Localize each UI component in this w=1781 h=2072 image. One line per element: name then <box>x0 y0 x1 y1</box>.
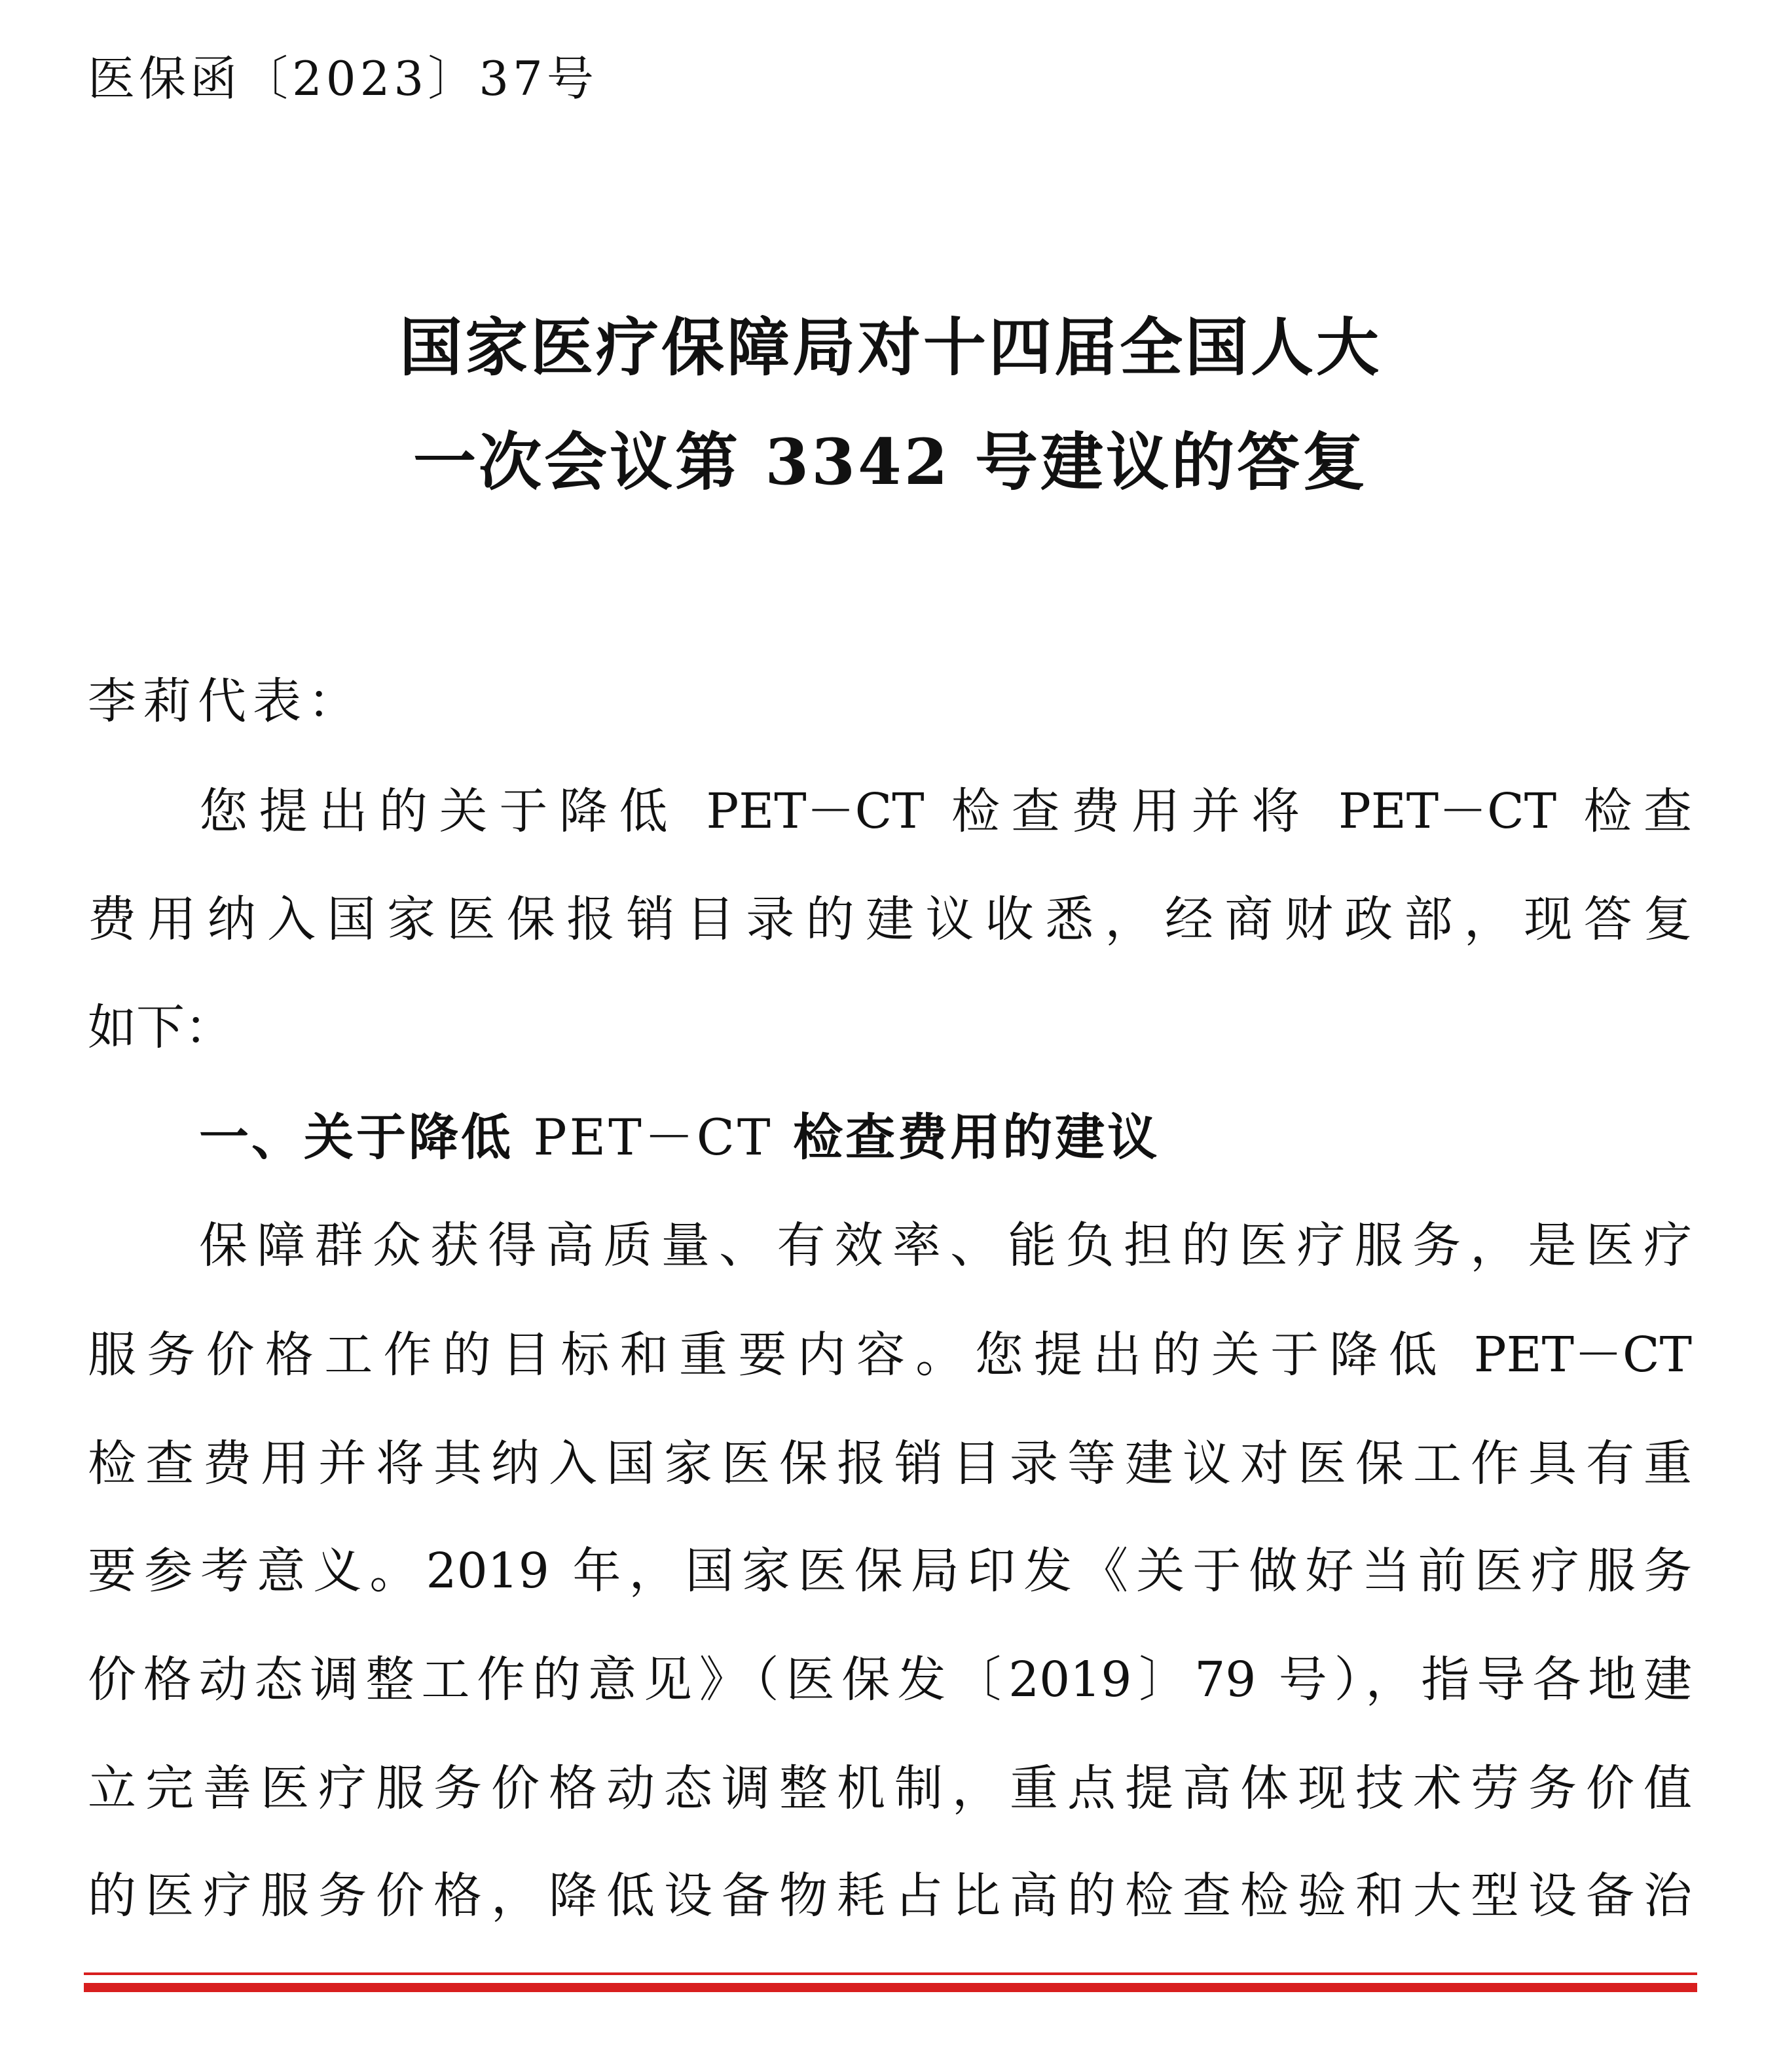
section-1-heading-suffix: 检查费用的建议 <box>773 1108 1160 1166</box>
document-number: 医保函〔2023〕37号 <box>88 51 598 106</box>
section-1-heading-prefix: 一、关于降低 <box>199 1108 534 1166</box>
paragraph-1-line-3: 如下： <box>88 999 233 1056</box>
paragraph-2-line-1: 保障群众获得高质量、有效率、能负担的医疗服务，是医疗 <box>199 1217 1692 1274</box>
paragraph-1-line-2: 费用纳入国家医保报销目录的建议收悉，经商财政部，现答复 <box>88 891 1692 948</box>
document-title-line-2: 一次会议第 3342 号建议的答复 <box>413 425 1368 499</box>
paragraph-2-line-3: 检查费用并将其纳入国家医保报销目录等建议对医保工作具有重 <box>88 1435 1692 1492</box>
footer-rule-thin <box>84 1972 1697 1975</box>
section-1-heading <box>199 1098 1160 1169</box>
paragraph-2-line-6: 立完善医疗服务价格动态调整机制，重点提高体现技术劳务价值 <box>88 1760 1692 1817</box>
section-1-heading-latin: PET－CT <box>533 1108 773 1166</box>
salutation: 李莉代表： <box>88 673 363 730</box>
paragraph-2-line-5: 价格动态调整工作的意见》（医保发〔2019〕79 号），指导各地建 <box>88 1652 1692 1708</box>
paragraph-2-line-7: 的医疗服务价格，降低设备物耗占比高的检查检验和大型设备治 <box>88 1868 1692 1924</box>
paragraph-2-line-2: 服务价格工作的目标和重要内容。您提出的关于降低 PET－CT <box>88 1327 1692 1383</box>
paragraph-1-line-1: 您提出的关于降低 PET－CT 检查费用并将 PET－CT 检查 <box>199 783 1692 840</box>
footer-rule-thick <box>84 1983 1697 1992</box>
paragraph-2-line-4: 要参考意义。2019 年，国家医保局印发《关于做好当前医疗服务 <box>88 1543 1692 1599</box>
document-title-line-1: 国家医疗保障局对十四届全国人大 <box>399 310 1382 384</box>
